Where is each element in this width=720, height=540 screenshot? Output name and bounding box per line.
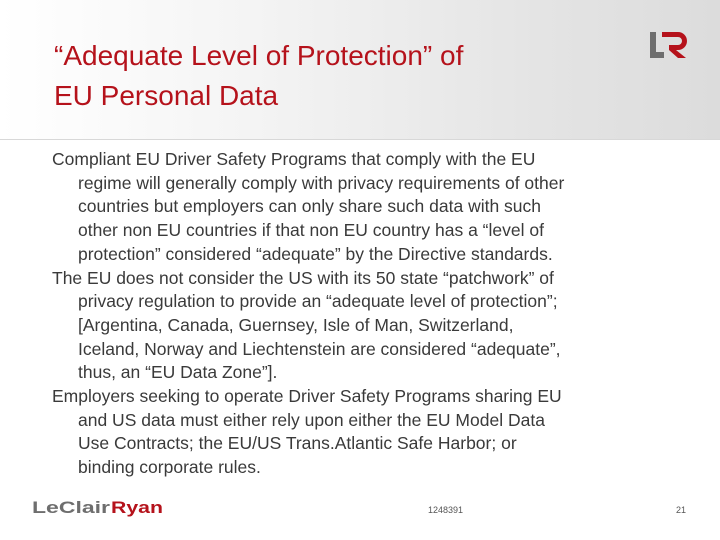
paragraph-line: The EU does not consider the US with its 50 state “patchwork” of bbox=[52, 267, 554, 288]
title-line: EU Personal Data bbox=[54, 80, 279, 111]
lr-logo bbox=[644, 28, 692, 62]
paragraph-line: [Argentina, Canada, Guernsey, Isle of Man, Switzerland, bbox=[78, 314, 514, 335]
paragraph-line: binding corporate rules. bbox=[78, 457, 261, 478]
paragraph-line: and US data must either rely upon either the EU Model Data bbox=[78, 409, 545, 430]
paragraph-line: thus, an “EU Data Zone”]. bbox=[78, 362, 278, 383]
paragraph-line: privacy regulation to provide an “adequate level of protection”; bbox=[78, 291, 558, 312]
document-number: 1248391 bbox=[428, 505, 464, 515]
leclairryan-logo bbox=[32, 496, 164, 518]
title-line: “Adequate Level of Protection” of bbox=[54, 40, 464, 71]
paragraph-line: countries but employers can only share such data with such bbox=[78, 196, 542, 217]
paragraph-line: regime will generally comply with privacy requirements of other bbox=[78, 172, 565, 193]
paragraph-line: Use Contracts; the EU/US Trans.Atlantic Safe Harbor; or bbox=[78, 433, 517, 454]
paragraph-line: Iceland, Norway and Liechtenstein are considered “adequate”, bbox=[78, 338, 561, 359]
paragraph-line: Employers seeking to operate Driver Safety Programs sharing EU bbox=[52, 386, 562, 407]
svg-text:Ryan: Ryan bbox=[111, 498, 163, 517]
body-paragraph bbox=[52, 385, 672, 480]
slide-body bbox=[52, 148, 672, 480]
paragraph-line: Compliant EU Driver Safety Programs that comply with the EU bbox=[52, 149, 536, 169]
body-paragraph bbox=[52, 267, 672, 386]
paragraph-line: other non EU countries if that non EU country has a “level of bbox=[78, 220, 544, 241]
paragraph-line: protection” considered “adequate” by the Directive standards. bbox=[78, 243, 553, 264]
slide-title bbox=[54, 36, 574, 116]
svg-text:LeClair: LeClair bbox=[32, 498, 111, 517]
body-paragraph bbox=[52, 148, 672, 267]
page-number: 21 bbox=[676, 505, 687, 515]
